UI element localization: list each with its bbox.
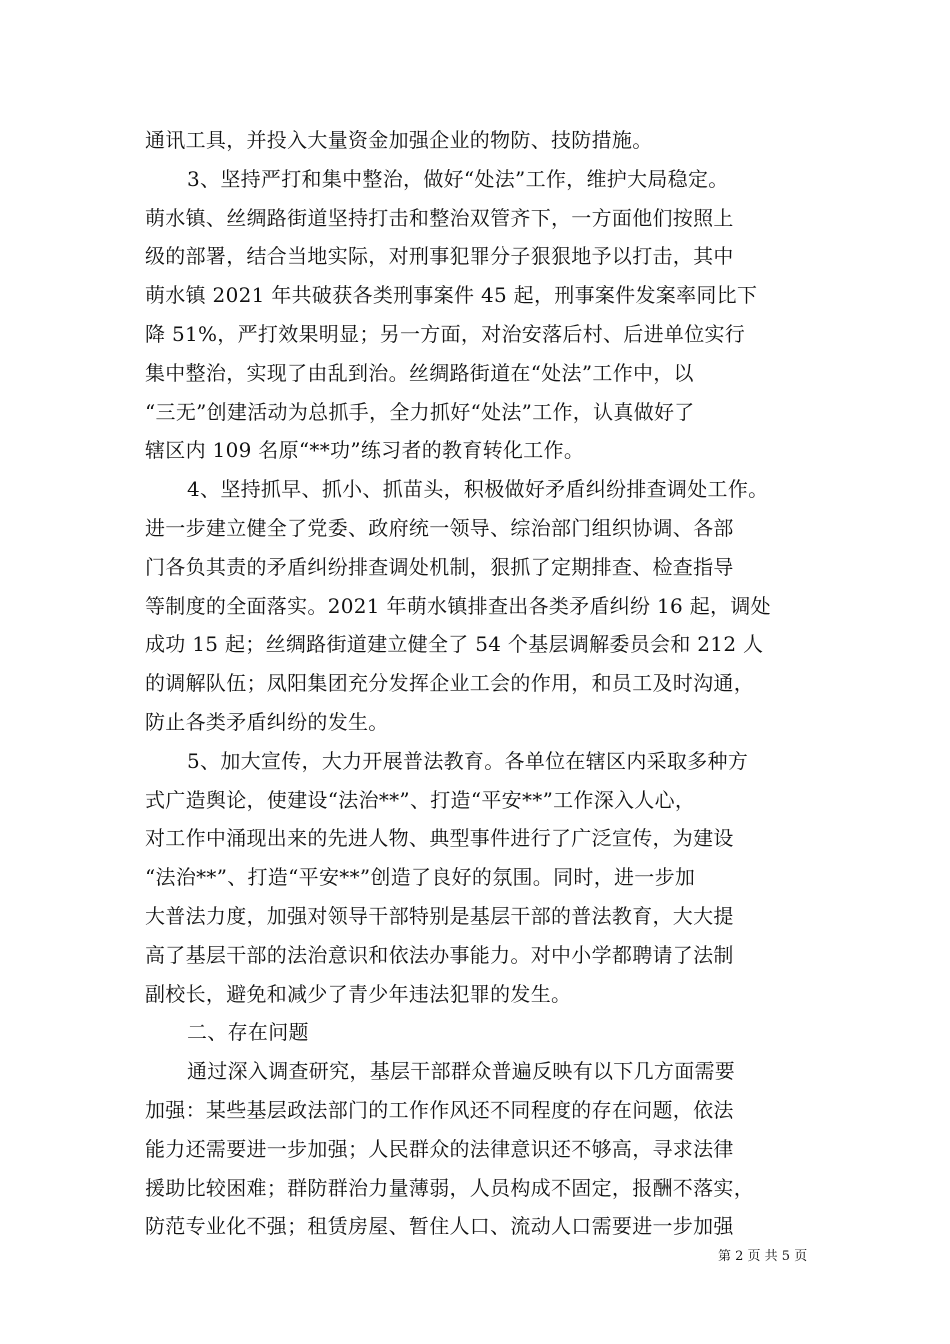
text-line: 降 51%，严打效果明显；另一方面，对治安落后村、后进单位实行 [145, 321, 746, 346]
text-line: 级的部署，结合当地实际，对刑事犯罪分子狠狠地予以打击，其中 [145, 244, 734, 269]
text-line: 防范专业化不强；租赁房屋、暂住人口、流动人口需要进一步加强 [145, 1214, 734, 1239]
text-line: 通讯工具，并投入大量资金加强企业的物防、技防措施。 [145, 128, 653, 152]
text-line: 对工作中涌现出来的先进人物、典型事件进行了广泛宣传，为建设 [145, 826, 734, 851]
text-line: 萌水镇、丝绸路街道坚持打击和整治双管齐下，一方面他们按照上 [145, 205, 734, 230]
paragraph-start-line: 3、坚持严打和集中整治，做好“处法”工作，维护大局稳定。 [187, 166, 729, 191]
text-line: 援助比较困难；群防群治力量薄弱，人员构成不固定，报酬不落实， [145, 1175, 754, 1200]
text-line: 副校长，避免和减少了青少年违法犯罪的发生。 [145, 981, 572, 1006]
page-number: 第 2 页 共 5 页 [718, 1249, 808, 1264]
paragraph-start-line: 4、坚持抓早、抓小、抓苗头，积极做好矛盾纠纷排查调处工作。 [187, 477, 769, 502]
text-line: 加强：某些基层政法部门的工作作风还不同程度的存在问题，依法 [145, 1097, 734, 1122]
text-line: 成功 15 起；丝绸路街道建立健全了 54 个基层调解委员会和 212 人 [145, 632, 764, 657]
text-line: 进一步建立健全了党委、政府统一领导、综治部门组织协调、各部 [145, 515, 734, 540]
text-line: 萌水镇 2021 年共破获各类刑事案件 45 起，刑事案件发案率同比下 [145, 283, 758, 308]
section-heading: 二、存在问题 [187, 1020, 309, 1045]
text-line: 式广造舆论，使建设“法治**”、打造“平安**”工作深入人心， [145, 787, 696, 812]
text-line: 防止各类矛盾纠纷的发生。 [145, 709, 389, 734]
text-line: “三无”创建活动为总抓手，全力抓好“处法”工作，认真做好了 [145, 399, 695, 424]
text-line: 能力还需要进一步加强；人民群众的法律意识还不够高，寻求法律 [145, 1136, 734, 1161]
document-body [145, 121, 810, 1246]
text-line: 的调解队伍；凤阳集团充分发挥企业工会的作用，和员工及时沟通， [145, 671, 754, 696]
text-line: 等制度的全面落实。2021 年萌水镇排查出各类矛盾纠纷 16 起，调处 [145, 593, 771, 618]
text-line: 高了基层干部的法治意识和依法办事能力。对中小学都聘请了法制 [145, 942, 734, 967]
text-line: “法治**”、打造“平安**”创造了良好的氛围。同时，进一步加 [145, 865, 696, 890]
text-line: 集中整治，实现了由乱到治。丝绸路街道在“处法”工作中，以 [145, 360, 694, 385]
paragraph-start-line: 5、加大宣传，大力开展普法教育。各单位在辖区内采取多种方 [187, 748, 749, 773]
text-line: 辖区内 109 名原“**功”练习者的教育转化工作。 [145, 438, 585, 463]
text-line: 门各负其责的矛盾纠纷排查调处机制，狠抓了定期排查、检查指导 [145, 554, 734, 579]
text-line: 大普法力度，加强对领导干部特别是基层干部的普法教育，大大提 [145, 903, 734, 928]
paragraph-start-line: 通过深入调查研究，基层干部群众普遍反映有以下几方面需要 [187, 1059, 736, 1084]
